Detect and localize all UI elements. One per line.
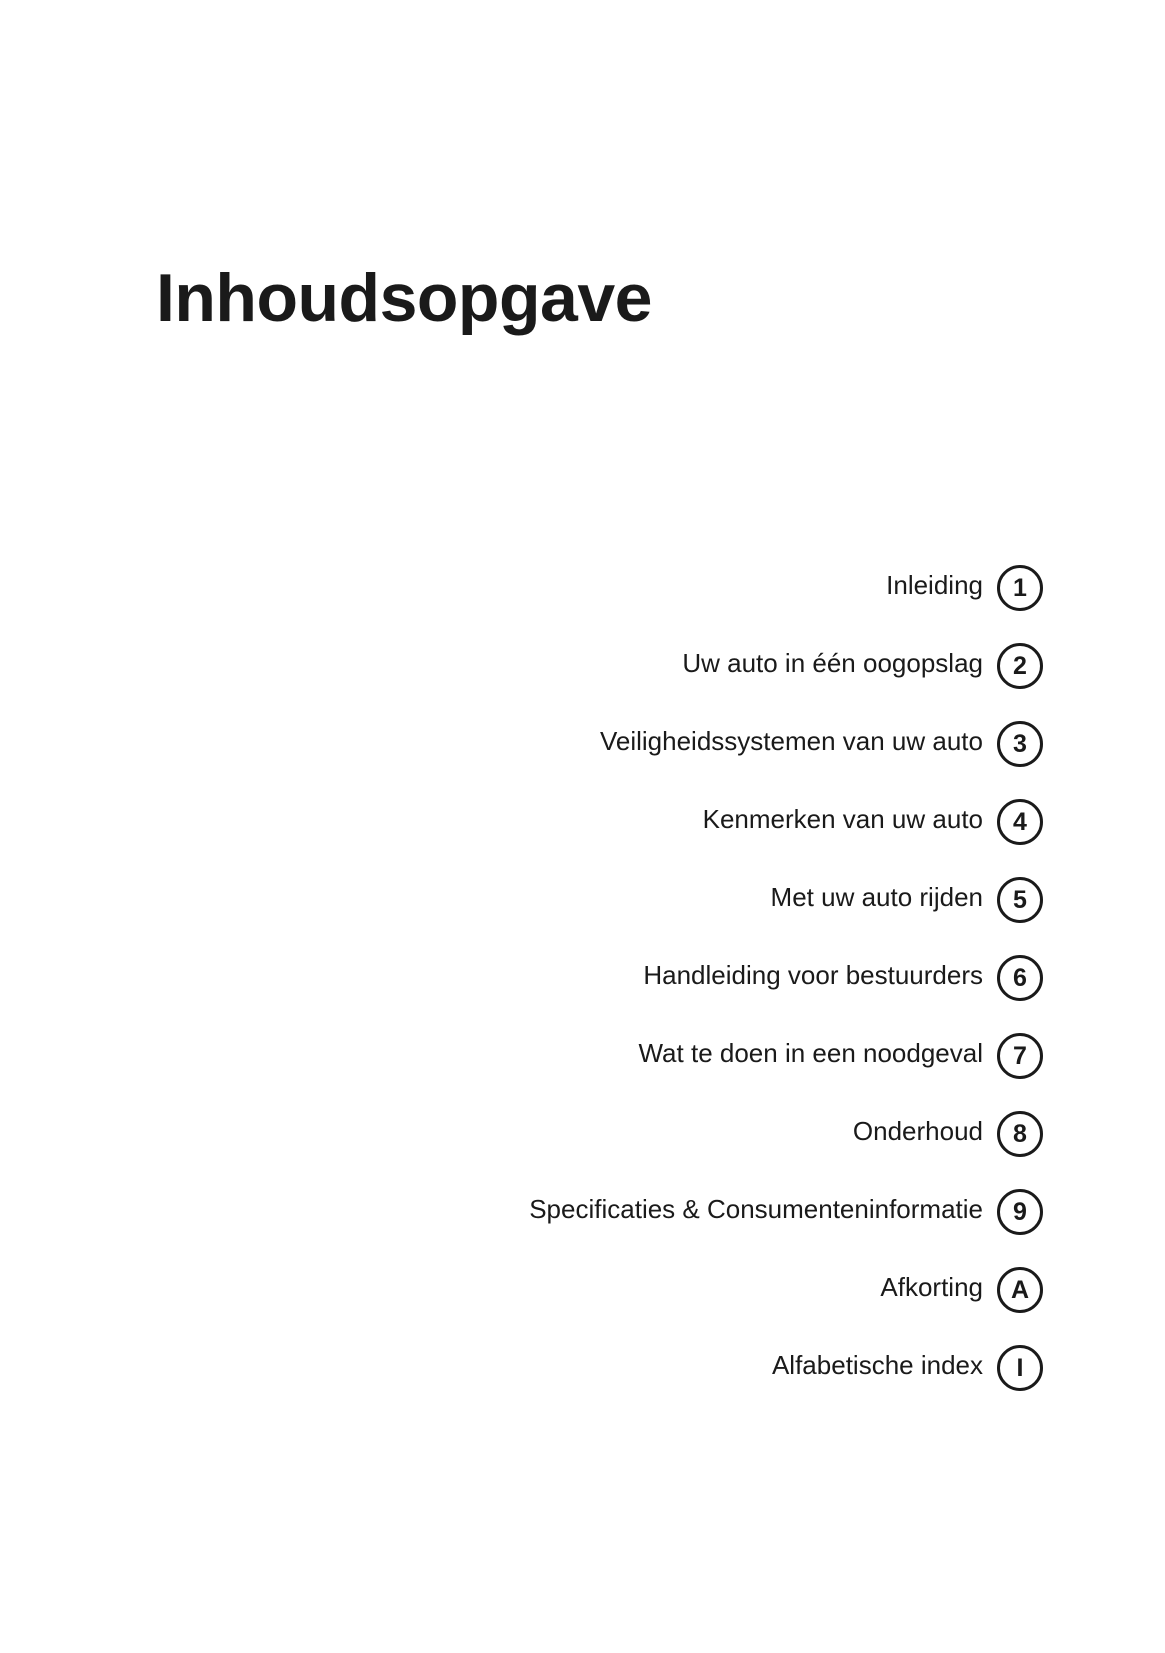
chapter-number-badge: 1 — [997, 565, 1043, 611]
toc-item-maintenance[interactable] — [529, 1110, 1043, 1158]
chapter-number-badge: 6 — [997, 955, 1043, 1001]
toc-item-label: Specificaties & Consumenteninformatie — [529, 1194, 983, 1224]
toc-item-abbreviations[interactable] — [529, 1266, 1043, 1314]
toc-item-label: Handleiding voor bestuurders — [643, 960, 983, 990]
chapter-letter-badge: I — [997, 1345, 1043, 1391]
chapter-number-badge: 5 — [997, 877, 1043, 923]
chapter-number-badge: 8 — [997, 1111, 1043, 1157]
toc-item-safety-systems[interactable] — [529, 720, 1043, 768]
toc-item-overview[interactable] — [529, 642, 1043, 690]
toc-item-specifications[interactable] — [529, 1188, 1043, 1236]
chapter-letter-badge: A — [997, 1267, 1043, 1313]
chapter-number-badge: 4 — [997, 799, 1043, 845]
chapter-number-badge: 2 — [997, 643, 1043, 689]
toc-item-features[interactable] — [529, 798, 1043, 846]
toc-item-index[interactable] — [529, 1344, 1043, 1392]
toc-item-label: Veiligheidssystemen van uw auto — [599, 726, 983, 756]
toc-item-label: Inleiding — [886, 570, 983, 600]
chapter-number-badge: 3 — [997, 721, 1043, 767]
chapter-number-badge: 9 — [997, 1189, 1043, 1235]
toc-item-emergency[interactable] — [529, 1032, 1043, 1080]
page-title: Inhoudsopgave — [156, 260, 652, 336]
chapter-number-badge: 7 — [997, 1033, 1043, 1079]
toc-item-label: Met uw auto rijden — [770, 882, 983, 912]
toc-item-driver-guide[interactable] — [529, 954, 1043, 1002]
table-of-contents — [529, 564, 1043, 1422]
toc-item-label: Afkorting — [880, 1272, 983, 1302]
toc-item-label: Wat te doen in een noodgeval — [638, 1038, 983, 1068]
toc-item-driving[interactable] — [529, 876, 1043, 924]
toc-item-label: Onderhoud — [852, 1116, 983, 1146]
toc-item-label: Kenmerken van uw auto — [702, 804, 983, 834]
toc-item-label: Uw auto in één oogopslag — [682, 648, 983, 678]
toc-item-label: Alfabetische index — [771, 1350, 983, 1380]
toc-item-inleiding[interactable] — [529, 564, 1043, 612]
